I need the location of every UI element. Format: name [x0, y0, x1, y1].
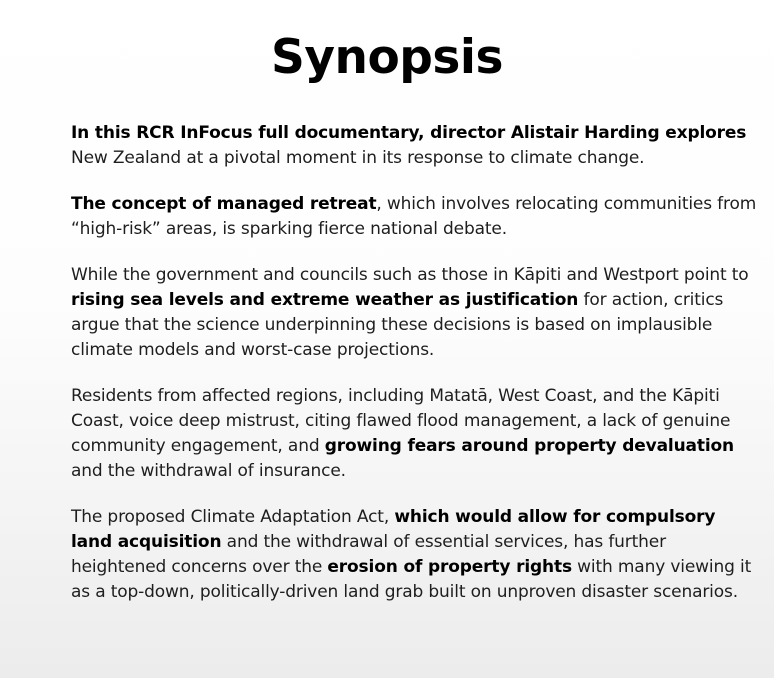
- paragraph-1-text: New Zealand at a pivotal moment in its response to climate change.: [71, 148, 645, 168]
- paragraph-4-text-end: and the withdrawal of insurance.: [71, 461, 346, 481]
- paragraph-4-text-start: Residents from affected regions, including Matatā, West Coast, and the Kāpiti Coast, voice deep mistrust, citing flawed flood management, a lack of genuine community engagement, and: [71, 386, 731, 456]
- paragraph-3-text-end: for action, critics argue that the science underpinning these decisions is based on implausible climate models and worst-case projections.: [71, 290, 724, 360]
- synopsis-paragraph-3: [71, 263, 761, 363]
- paragraph-3-text-start: While the government and councils such as those in Kāpiti and Westport point to: [71, 265, 749, 285]
- synopsis-paragraph-5: [71, 505, 761, 605]
- paragraph-5-text-end: with many viewing it as a top-down, politically-driven land grab built on unproven disaster scenarios.: [71, 557, 752, 602]
- synopsis-paragraph-4: [71, 384, 761, 484]
- paragraph-1-bold-text: In this RCR InFocus full documentary, director Alistair Harding explores: [71, 123, 747, 143]
- synopsis-paragraph-2: [71, 192, 761, 242]
- page-title: Synopsis: [271, 30, 503, 85]
- paragraph-2-text: , which involves relocating communities from “high-risk” areas, is sparking fierce national debate.: [71, 194, 757, 239]
- paragraph-4-bold-text: growing fears around property devaluation: [324, 436, 734, 456]
- paragraph-5-text-middle: and the withdrawal of essential services, has further heightened concerns over the: [71, 532, 666, 577]
- paragraph-5-bold-text-1: which would allow for compulsory land acquisition: [71, 507, 716, 552]
- synopsis-body: [71, 121, 761, 626]
- paragraph-2-bold-text: The concept of managed retreat: [71, 194, 377, 214]
- paragraph-5-text-start: The proposed Climate Adaptation Act,: [71, 507, 395, 527]
- paragraph-5-bold-text-2: erosion of property rights: [327, 557, 572, 577]
- paragraph-3-bold-text: rising sea levels and extreme weather as justification: [71, 290, 579, 310]
- synopsis-paragraph-1: [71, 121, 761, 171]
